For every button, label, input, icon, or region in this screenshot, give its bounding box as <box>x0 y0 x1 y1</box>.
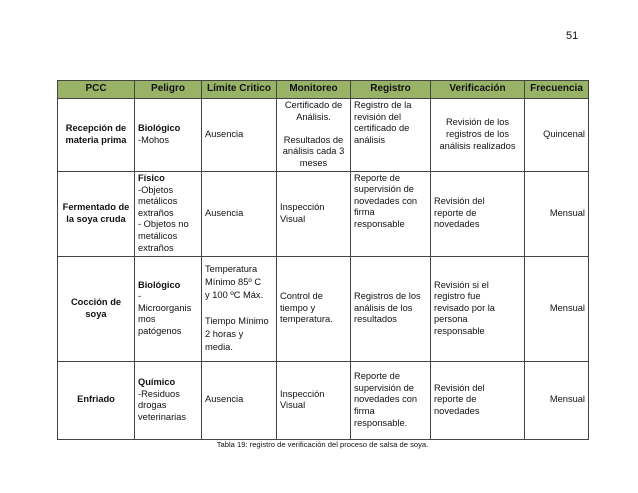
cell-peligro <box>135 361 202 439</box>
table-row <box>58 361 589 439</box>
cell-pcc: Enfriado <box>58 361 135 439</box>
cell-frecuencia: Mensual <box>525 256 589 361</box>
cell-frecuencia: Mensual <box>525 171 589 256</box>
cell-pcc: Recepción de materia prima <box>58 99 135 172</box>
cell-verificacion: Revisión del reporte de novedades <box>431 171 525 256</box>
table-header-row <box>58 81 589 99</box>
cell-registro: Reporte de supervisión de novedades con firma responsable <box>351 171 431 256</box>
cell-peligro <box>135 256 202 361</box>
peligro-title: Físico <box>138 173 165 184</box>
cell-frecuencia: Quincenal <box>525 99 589 172</box>
cell-registro: Registros de los análisis de los resultados <box>351 256 431 361</box>
cell-registro: Registro de la revisión del certificado de análisis <box>351 99 431 172</box>
header-limite: Límite Critico <box>202 81 277 99</box>
table-row <box>58 99 589 172</box>
cell-limite: Ausencia <box>202 171 277 256</box>
verification-table <box>57 80 589 440</box>
peligro-title: Biológico <box>138 279 181 290</box>
header-pcc: PCC <box>58 81 135 99</box>
cell-limite: Temperatura Mínimo 85º C y 100 ºC Máx. Tiempo Mínimo 2 horas y media. <box>202 256 277 361</box>
cell-verificacion: Revisión si el registro fue revisado por la persona responsable <box>431 256 525 361</box>
peligro-title: Químico <box>138 376 176 387</box>
cell-verificacion: Revisión de los registros de los análisis realizados <box>431 99 525 172</box>
cell-monitoreo: Control de tiempo y temperatura. <box>277 256 351 361</box>
cell-monitoreo: Inspección Visual <box>277 171 351 256</box>
header-registro: Registro <box>351 81 431 99</box>
cell-peligro <box>135 171 202 256</box>
peligro-title: Biológico <box>138 123 181 134</box>
header-peligro: Peligro <box>135 81 202 99</box>
cell-limite: Ausencia <box>202 361 277 439</box>
cell-verificacion: Revisión del reporte de novedades <box>431 361 525 439</box>
page-number: 51 <box>566 30 579 42</box>
peligro-detail: -Objetos metálicos extraños - Objetos no metálicos extraños <box>138 184 189 253</box>
cell-peligro <box>135 99 202 172</box>
peligro-detail: -Mohos <box>138 134 170 145</box>
cell-frecuencia: Mensual <box>525 361 589 439</box>
cell-monitoreo: Certificado de Análisis. Resultados de análisis cada 3 meses <box>277 99 351 172</box>
cell-pcc: Cocción de soya <box>58 256 135 361</box>
cell-registro: Reporte de supervisión de novedades con firma responsable. <box>351 361 431 439</box>
header-frecuencia: Frecuencia <box>525 81 589 99</box>
table-row <box>58 171 589 256</box>
peligro-detail: -Residuos drogas veterinarias <box>138 388 187 422</box>
peligro-detail: - Microorganis mos patógenos <box>138 291 192 337</box>
header-monitoreo: Monitoreo <box>277 81 351 99</box>
cell-pcc: Fermentado de la soya cruda <box>58 171 135 256</box>
cell-monitoreo: Inspección Visual <box>277 361 351 439</box>
table-row <box>58 256 589 361</box>
header-verificacion: Verificación <box>431 81 525 99</box>
table-caption: Tabla 19: registro de verificación del proceso de salsa de soya. <box>216 440 429 449</box>
cell-limite: Ausencia <box>202 99 277 172</box>
